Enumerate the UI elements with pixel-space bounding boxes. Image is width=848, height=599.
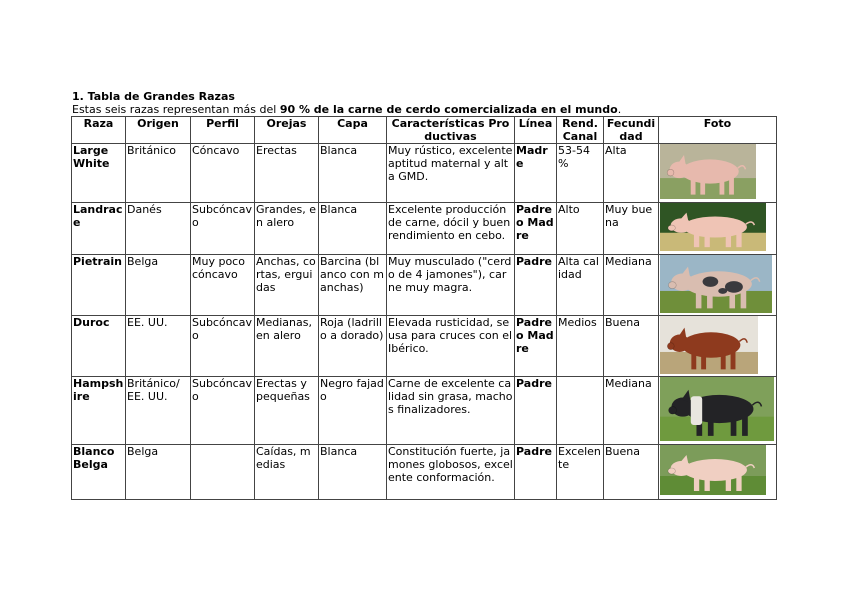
cell-foto xyxy=(659,203,777,255)
table-header-row xyxy=(72,117,777,144)
pig-belt xyxy=(691,396,702,425)
cell-fecundidad: Mediana xyxy=(604,377,659,445)
pig-snout xyxy=(668,468,675,474)
pig-snout xyxy=(667,169,674,176)
header-capa: Capa xyxy=(319,117,387,144)
cell-linea: Padre xyxy=(515,255,557,316)
breeds-table xyxy=(71,116,777,500)
cell-caracteristicas: Muy rústico, excelente aptitud maternal y alta GMD. xyxy=(387,144,515,203)
cell-caracteristicas: Elevada rusticidad, se usa para cruces con el Ibérico. xyxy=(387,316,515,377)
cell-fecundidad: Alta xyxy=(604,144,659,203)
cell-foto xyxy=(659,445,777,500)
cell-orejas: Grandes, en alero xyxy=(255,203,319,255)
cell-fecundidad: Buena xyxy=(604,445,659,500)
pig-spot xyxy=(725,281,743,293)
cell-rend-canal: Excelente xyxy=(557,445,604,500)
header-fecundidad: Fecundidad xyxy=(604,117,659,144)
cell-linea: Padre o Madre xyxy=(515,203,557,255)
section-title: 1. Tabla de Grandes Razas xyxy=(72,90,235,103)
header-orejas: Orejas xyxy=(255,117,319,144)
table-row xyxy=(72,255,777,316)
cell-linea: Padre xyxy=(515,377,557,445)
cell-fecundidad: Mediana xyxy=(604,255,659,316)
pig-snout xyxy=(669,406,677,414)
header-perfil: Perfil xyxy=(191,117,255,144)
cell-perfil: Subcóncavo xyxy=(191,316,255,377)
cell-foto xyxy=(659,255,777,316)
cell-origen: Británico/ EE. UU. xyxy=(126,377,191,445)
cell-foto xyxy=(659,144,777,203)
cell-capa: Blanca xyxy=(319,203,387,255)
cell-fecundidad: Muy buena xyxy=(604,203,659,255)
cell-perfil: Subcóncavo xyxy=(191,377,255,445)
cell-capa: Negro fajado xyxy=(319,377,387,445)
table-row xyxy=(72,377,777,445)
pig-photo xyxy=(660,445,766,495)
cell-perfil: Cóncavo xyxy=(191,144,255,203)
header-linea: Línea xyxy=(515,117,557,144)
header-caracteristicas: Características Productivas xyxy=(387,117,515,144)
cell-linea: Padre xyxy=(515,445,557,500)
pig-leg xyxy=(736,476,741,491)
pig-leg xyxy=(742,417,748,436)
cell-perfil: Subcóncavo xyxy=(191,203,255,255)
pig-leg xyxy=(741,291,747,308)
cell-origen: Belga xyxy=(126,445,191,500)
cell-capa: Barcina (blanco con manchas) xyxy=(319,255,387,316)
pig-body xyxy=(683,459,747,481)
cell-foto xyxy=(659,316,777,377)
pig-photo xyxy=(660,255,772,313)
intro-suffix: . xyxy=(617,103,622,116)
cell-linea: Madre xyxy=(515,144,557,203)
cell-origen: EE. UU. xyxy=(126,316,191,377)
pig-snout xyxy=(668,282,676,289)
cell-orejas: Anchas, cortas, erguidas xyxy=(255,255,319,316)
pig-snout xyxy=(667,343,674,350)
pig-photo xyxy=(660,144,756,199)
cell-raza: Hampshire xyxy=(72,377,126,445)
cell-fecundidad: Buena xyxy=(604,316,659,377)
cell-rend-canal: 53-54 % xyxy=(557,144,604,203)
pig-spot xyxy=(718,288,727,294)
cell-raza: Duroc xyxy=(72,316,126,377)
pig-snout xyxy=(668,225,675,231)
cell-linea: Padre o Madre xyxy=(515,316,557,377)
pig-photo xyxy=(660,203,766,251)
cell-orejas: Medianas, en alero xyxy=(255,316,319,377)
cell-origen: Belga xyxy=(126,255,191,316)
cell-perfil: Muy poco cóncavo xyxy=(191,255,255,316)
cell-caracteristicas: Constitución fuerte, jamones globosos, excelente conformación. xyxy=(387,445,515,500)
cell-rend-canal: Medios xyxy=(557,316,604,377)
pig-body xyxy=(685,271,752,297)
pig-body xyxy=(682,332,741,358)
intro-text xyxy=(72,103,621,116)
intro-prefix: Estas seis razas representan más del xyxy=(72,103,280,116)
header-origen: Origen xyxy=(126,117,191,144)
pig-body xyxy=(681,159,739,183)
cell-origen: Danés xyxy=(126,203,191,255)
cell-raza: Landrace xyxy=(72,203,126,255)
header-raza: Raza xyxy=(72,117,126,144)
cell-raza: Pietrain xyxy=(72,255,126,316)
cell-raza: Blanco Belga xyxy=(72,445,126,500)
cell-origen: Británico xyxy=(126,144,191,203)
cell-rend-canal xyxy=(557,377,604,445)
cell-foto xyxy=(659,377,777,445)
pig-leg xyxy=(729,178,734,195)
pig-photo xyxy=(660,316,758,374)
intro-highlight: 90 % de la carne de cerdo comercializada en el mundo xyxy=(279,103,618,116)
pig-leg xyxy=(731,352,736,369)
cell-caracteristicas: Excelente producción de carne, dócil y buen rendimiento en cebo. xyxy=(387,203,515,255)
cell-orejas: Erectas xyxy=(255,144,319,203)
cell-capa: Blanca xyxy=(319,144,387,203)
cell-capa: Roja (ladrillo a dorado) xyxy=(319,316,387,377)
pig-body xyxy=(683,216,747,237)
table-row xyxy=(72,316,777,377)
table-row xyxy=(72,203,777,255)
header-rend-canal: Rend. Canal xyxy=(557,117,604,144)
table-row xyxy=(72,445,777,500)
pig-spot xyxy=(703,276,719,286)
cell-orejas: Caídas, medias xyxy=(255,445,319,500)
cell-rend-canal: Alto xyxy=(557,203,604,255)
header-foto: Foto xyxy=(659,117,777,144)
cell-caracteristicas: Muy musculado ("cerdo de 4 jamones"), carne muy magra. xyxy=(387,255,515,316)
cell-perfil xyxy=(191,445,255,500)
cell-caracteristicas: Carne de excelente calidad sin grasa, machos finalizadores. xyxy=(387,377,515,445)
pig-leg xyxy=(736,233,741,247)
cell-orejas: Erectas y pequeñas xyxy=(255,377,319,445)
table-row xyxy=(72,144,777,203)
cell-raza: Large White xyxy=(72,144,126,203)
cell-rend-canal: Alta calidad xyxy=(557,255,604,316)
cell-capa: Blanca xyxy=(319,445,387,500)
pig-photo xyxy=(660,377,774,441)
